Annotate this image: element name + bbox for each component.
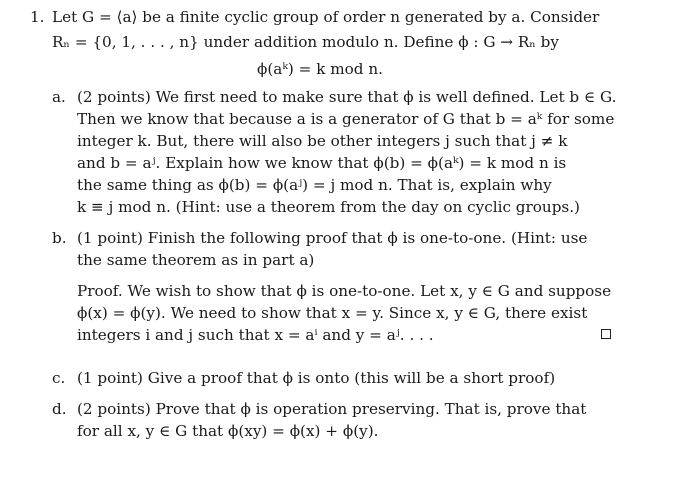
- problem-number: 1.: [30, 8, 45, 26]
- part-d-line: for all x, y ∈ G that ϕ(xy) = ϕ(x) + ϕ(y).: [77, 422, 379, 440]
- problem-intro-line-1: Let G = ⟨a⟩ be a finite cyclic group of order n generated by a. Consider: [52, 8, 600, 26]
- part-a-line: the same thing as ϕ(b) = ϕ(aʲ) = j mod n. That is, explain why: [77, 176, 552, 194]
- part-a-line: k ≡ j mod n. (Hint: use a theorem from the day on cyclic groups.): [77, 198, 580, 216]
- proof-line: ϕ(x) = ϕ(y). We need to show that x = y. Since x, y ∈ G, there exist: [77, 304, 588, 322]
- part-a-line: integer k. But, there will also be other integers j such that j ≠ k: [77, 132, 568, 150]
- part-a-label: a.: [52, 88, 66, 106]
- qed-box-icon: [601, 329, 611, 339]
- part-b-line: (1 point) Finish the following proof that ϕ is one-to-one. (Hint: use: [77, 229, 588, 247]
- proof-line: Proof. We wish to show that ϕ is one-to-one. Let x, y ∈ G and suppose: [77, 282, 612, 300]
- definition-formula: ϕ(aᵏ) = k mod n.: [257, 60, 383, 78]
- part-a-line: (2 points) We first need to make sure that ϕ is well defined. Let b ∈ G.: [77, 88, 617, 106]
- proof-line: integers i and j such that x = aⁱ and y = aʲ. . . .: [77, 326, 434, 344]
- part-c-line: (1 point) Give a proof that ϕ is onto (this will be a short proof): [77, 369, 556, 387]
- part-b-label: b.: [52, 229, 67, 247]
- part-c-label: c.: [52, 369, 66, 387]
- part-d-line: (2 points) Prove that ϕ is operation preserving. That is, prove that: [77, 400, 587, 418]
- part-d-label: d.: [52, 400, 67, 418]
- problem-intro-line-2: Rₙ = {0, 1, . . . , n} under addition modulo n. Define ϕ : G → Rₙ by: [52, 33, 559, 51]
- part-a-line: Then we know that because a is a generator of G that b = aᵏ for some: [77, 110, 615, 128]
- part-b-line: the same theorem as in part a): [77, 251, 315, 269]
- part-a-line: and b = aʲ. Explain how we know that ϕ(b) = ϕ(aᵏ) = k mod n is: [77, 154, 567, 172]
